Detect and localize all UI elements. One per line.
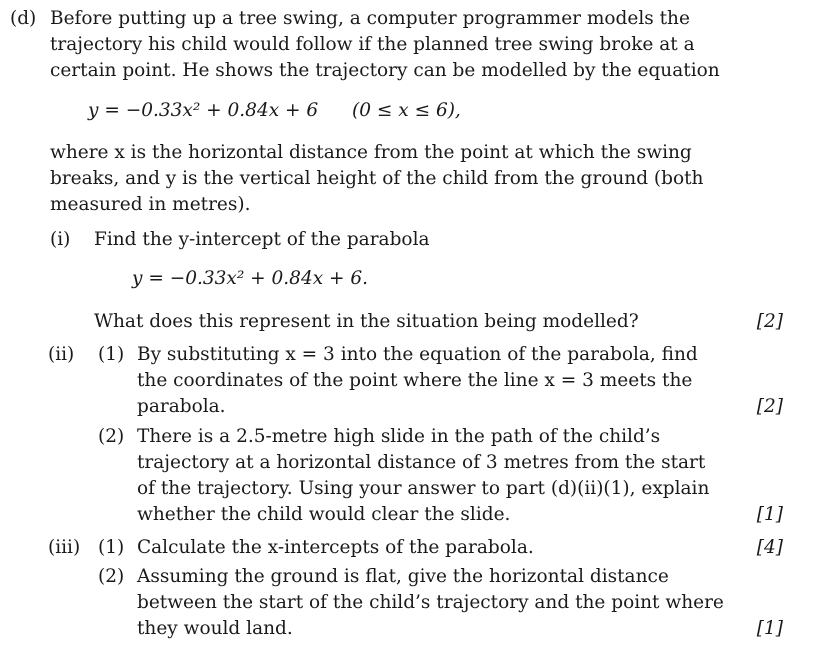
explanation-line-3: measured in metres).: [50, 194, 251, 215]
intro-line-1: Before putting up a tree swing, a computer programmer models the: [50, 8, 690, 29]
part-ii-sub1-line-2: the coordinates of the point where the line x = 3 meets the: [137, 370, 693, 391]
model-equation: y = −0.33x² + 0.84x + 6: [88, 100, 319, 121]
part-ii-sub1-mark: [757, 396, 783, 418]
part-ii-sub2-line-4: whether the child would clear the slide.: [137, 504, 511, 525]
part-ii-sub2-mark: [757, 504, 783, 526]
explanation-line-1: where x is the horizontal distance from the point at which the swing: [50, 142, 692, 163]
part-ii-sub1-line-1: By substituting x = 3 into the equation of the parabola, find: [137, 344, 698, 365]
part-ii-sub2-line-2: trajectory at a horizontal distance of 3 metres from the start: [137, 452, 706, 473]
intro-line-2: trajectory his child would follow if the planned tree swing broke at a: [50, 34, 695, 55]
part-ii-sub1-mark-text: [2]: [756, 396, 783, 417]
part-ii-label: (ii): [48, 344, 75, 365]
part-iii-sub1-mark-text: [4]: [756, 537, 783, 558]
part-iii-sub2-line-2: between the start of the child’s trajectory and the point where: [137, 592, 724, 613]
part-i-equation: y = −0.33x² + 0.84x + 6.: [132, 268, 369, 289]
part-ii-sub1-line-3: parabola.: [137, 396, 226, 417]
part-i-mark-text: [2]: [756, 311, 783, 332]
part-iii-sub1-mark: [757, 537, 783, 559]
part-ii-sub2-line-3: of the trajectory. Using your answer to part (d)(ii)(1), explain: [137, 478, 710, 499]
part-iii-sub1-line: Calculate the x-intercepts of the parabola.: [137, 537, 534, 558]
question-part-label: (d): [10, 8, 37, 29]
part-i-line-1: Find the y-intercept of the parabola: [94, 229, 430, 250]
part-ii-sub1-label: (1): [98, 344, 125, 365]
intro-line-3: certain point. He shows the trajectory can be modelled by the equation: [50, 60, 720, 81]
part-ii-sub2-line-1: There is a 2.5-metre high slide in the path of the child’s: [137, 426, 661, 447]
part-iii-sub1-label: (1): [98, 537, 125, 558]
explanation-line-2: breaks, and y is the vertical height of the child from the ground (both: [50, 168, 704, 189]
part-ii-sub2-label: (2): [98, 426, 125, 447]
part-iii-sub2-line-3: they would land.: [137, 618, 293, 639]
part-iii-sub2-mark-text: [1]: [756, 618, 783, 639]
part-i-line-2: What does this represent in the situation being modelled?: [94, 311, 639, 332]
part-ii-sub2-mark-text: [1]: [756, 504, 783, 525]
model-domain: (0 ≤ x ≤ 6),: [352, 100, 461, 121]
part-iii-label: (iii): [48, 537, 81, 558]
part-iii-sub2-line-1: Assuming the ground is flat, give the horizontal distance: [137, 566, 669, 587]
part-iii-sub2-mark: [757, 618, 783, 640]
part-iii-sub2-label: (2): [98, 566, 125, 587]
part-i-mark: [757, 311, 783, 333]
part-i-label: (i): [50, 229, 71, 250]
